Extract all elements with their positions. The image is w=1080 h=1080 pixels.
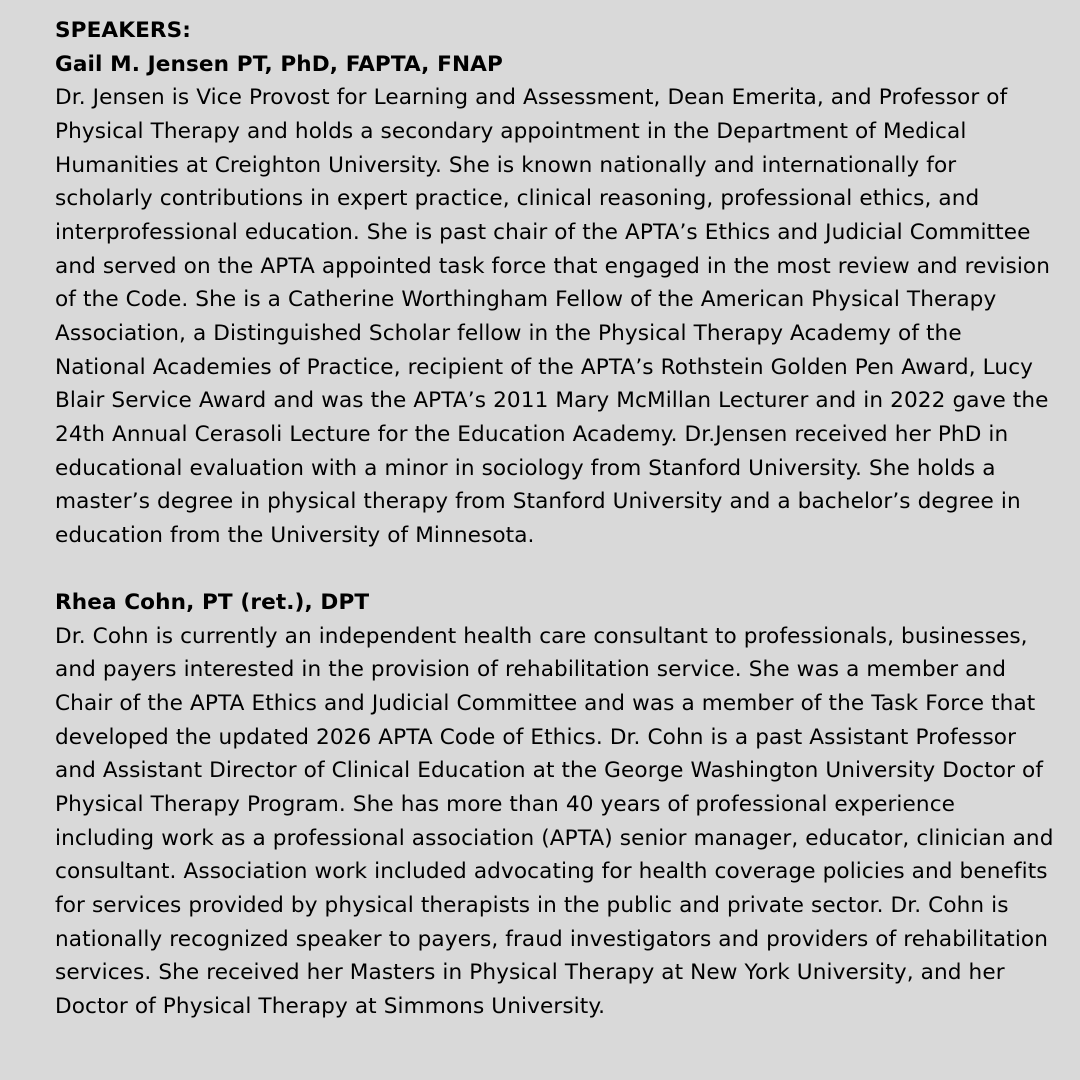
speaker-name: Gail M. Jensen PT, PhD, FAPTA, FNAP (55, 51, 503, 77)
speakers-document (55, 14, 1055, 1024)
speaker-name: Rhea Cohn, PT (ret.), DPT (55, 590, 370, 616)
speaker-entry-cohn (55, 586, 1055, 1024)
speakers-heading: SPEAKERS: (55, 18, 192, 43)
speaker-entry-jensen (55, 48, 1055, 553)
speaker-bio: Dr. Jensen is Vice Provost for Learning and Assessment, Dean Emerita, and Professor of Physical Therapy and holds a secondary appointment in the Department of Medical Humanities at Creighton University. She is known nationally and internationally for scholarly contributions in expert practice, clinical reasoning, professional ethics, and interprofessional education. She is past chair of the APTA’s Ethics and Judicial Committee and served on the APTA appointed task force that engaged in the most review and revision of the Code. She is a Catherine Worthingham Fellow of the American Physical Therapy Association, a Distinguished Scholar fellow in the Physical Therapy Academy of the National Academies of Practice, recipient of the APTA’s Rothstein Golden Pen Award, Lucy Blair Service Award and was the APTA’s 2011 Mary McMillan Lecturer and in 2022 gave the 24th Annual Cerasoli Lecture for the Education Academy. Dr.Jensen received her PhD in educational evaluation with a minor in sociology from Stanford University. She holds a master’s degree in physical therapy from Stanford University and a bachelor’s degree in education from the University of Minnesota. (55, 85, 1051, 548)
speaker-bio: Dr. Cohn is currently an independent health care consultant to professionals, businesses, and payers interested in the provision of rehabilitation service. She was a member and Chair of the APTA Ethics and Judicial Committee and was a member of the Task Force that developed the updated 2026 APTA Code of Ethics. Dr. Cohn is a past Assistant Professor and Assistant Director of Clinical Education at the George Washington University Doctor of Physical Therapy Program. She has more than 40 years of professional experience including work as a professional association (APTA) senior manager, educator, clinician and consultant. Association work included advocating for health coverage policies and benefits for services provided by physical therapists in the public and private sector. Dr. Cohn is nationally recognized speaker to payers, fraud investigators and providers of rehabilitation services. She received her Masters in Physical Therapy at New York University, and her Doctor of Physical Therapy at Simmons University. (55, 623, 1054, 1020)
